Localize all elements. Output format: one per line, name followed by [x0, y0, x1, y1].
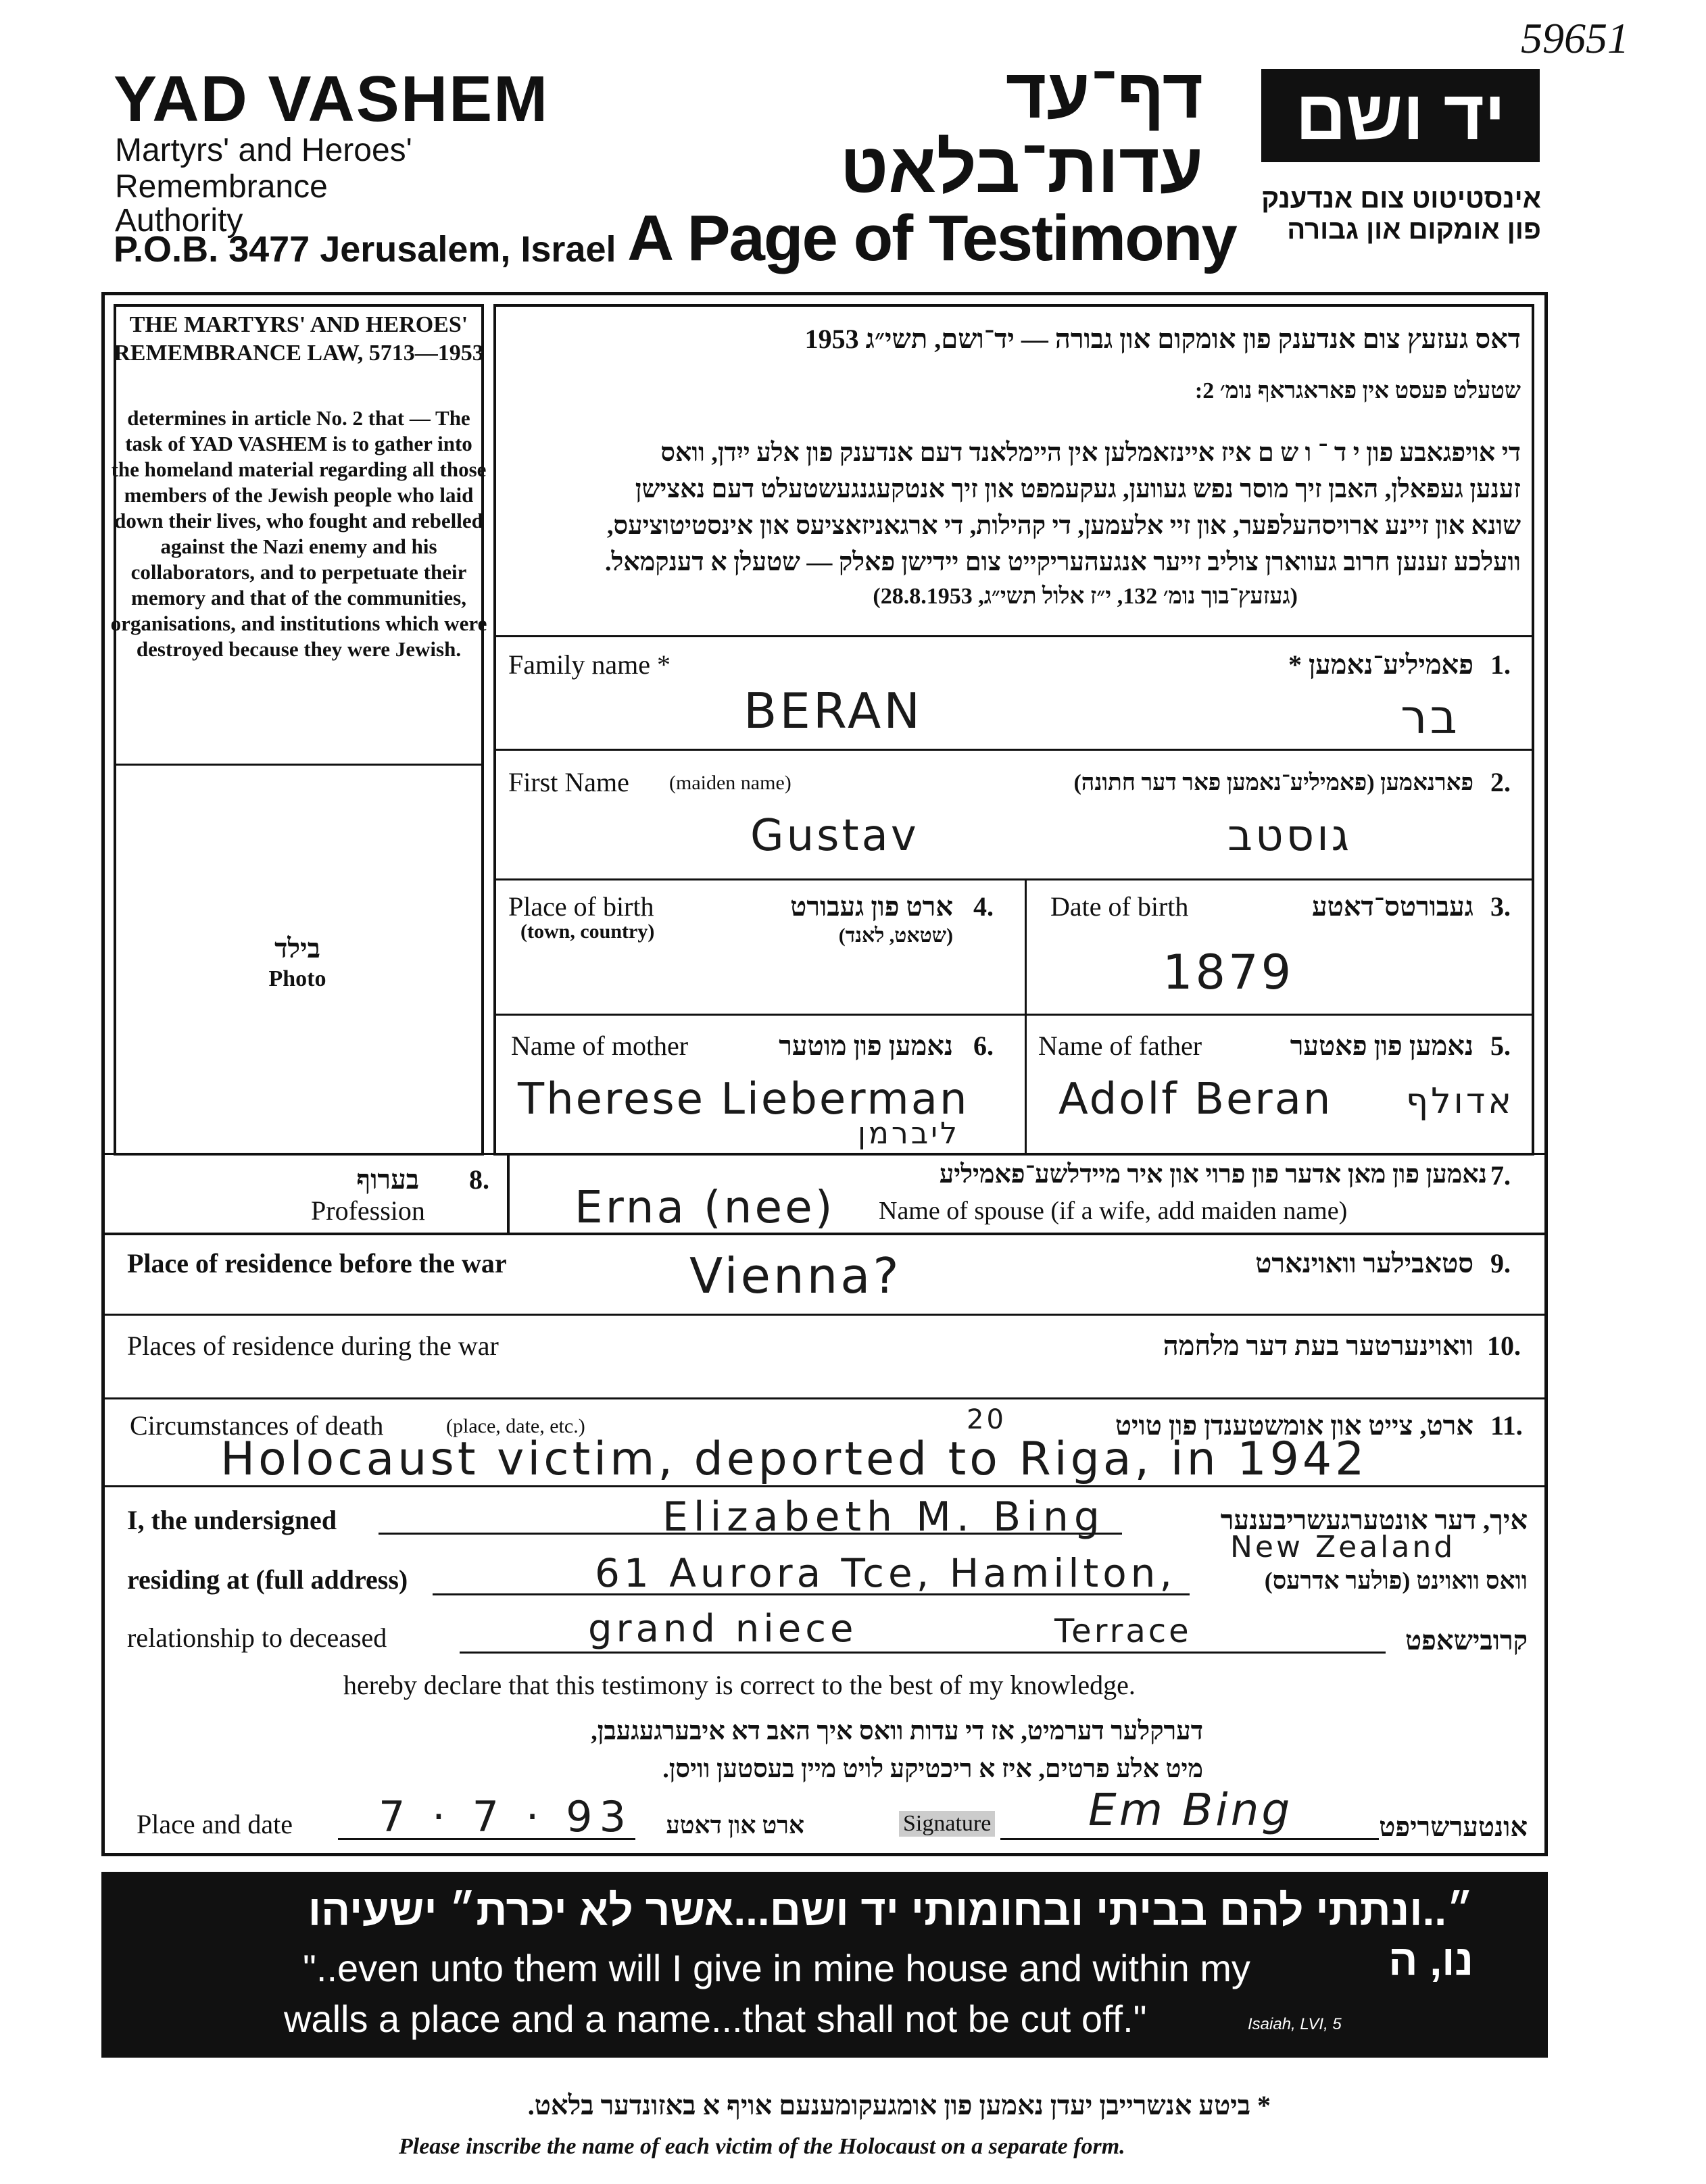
date-of-birth-label: Date of birth — [1050, 891, 1189, 922]
residence-before-label: Place of residence before the war — [127, 1248, 507, 1279]
circumstances-label: Circumstances of death — [130, 1410, 384, 1441]
signature-label-hebrew: אונטערשריפט — [1379, 1812, 1528, 1842]
spouse-label: Name of spouse (if a wife, add maiden name) — [879, 1197, 1348, 1225]
spouse-value[interactable]: Erna (nee) — [575, 1181, 835, 1233]
first-name-label: First Name — [508, 767, 629, 797]
residence-before-label-hebrew: סטאבילער וואוינארט — [1255, 1248, 1473, 1279]
declarant-name-label-hebrew: איך, דער אונטערגעשריבענער — [1220, 1505, 1528, 1535]
archive-number: 59651 — [1521, 14, 1629, 62]
place-of-birth-label-hebrew: ארט פון געבורט — [790, 891, 953, 922]
father-name-label: Name of father — [1038, 1031, 1202, 1061]
page-title: A Page of Testimony — [627, 202, 1236, 274]
relationship-extra[interactable]: Terrace — [1054, 1612, 1192, 1650]
banner-hebrew: ״..ונתתי להם בביתי ובחומותי יד ושם...אשר לא יכרת״ ישעיהו נו, ה — [308, 1886, 1473, 1985]
declaration-text: hereby declare that this testimony is correct to the best of my knowledge. — [343, 1670, 1136, 1700]
first-name-number: 2. — [1490, 767, 1511, 797]
hebrew-law-sub: שטעלט פעסט אין פאראגראף נומ׳ 2: — [1194, 378, 1521, 403]
declarant-name-label: I, the undersigned — [127, 1505, 337, 1535]
line-after-family — [493, 749, 1534, 751]
profession-number: 8. — [469, 1164, 489, 1195]
law-box-divider — [114, 764, 484, 766]
signature-value[interactable]: Em Bing — [1088, 1784, 1293, 1836]
first-name-value-hebrew[interactable]: גוסטב — [1227, 811, 1352, 861]
declarant-address-label: residing at (full address) — [127, 1564, 408, 1595]
relationship-label: relationship to deceased — [127, 1622, 387, 1653]
mother-name-value-hebrew[interactable]: ליברמן — [858, 1116, 960, 1151]
signature-line — [1000, 1838, 1379, 1840]
frame-left — [101, 292, 105, 1856]
row7-divider — [507, 1153, 510, 1234]
org-subtitle-1: Martyrs' and Heroes' — [115, 132, 412, 168]
footer-note-hebrew: * ביטע אנשרייבן יעדן נאמען פון אומגעקומענעם אויף א באזונדער בלאט. — [527, 2090, 1271, 2120]
circumstances-label-small: (place, date, etc.) — [446, 1415, 585, 1437]
relationship-value[interactable]: grand niece — [588, 1607, 858, 1651]
org-name: YAD VASHEM — [114, 63, 550, 135]
residence-before-value[interactable]: Vienna? — [689, 1247, 902, 1304]
birth-divider — [1025, 878, 1027, 1156]
fields-top — [493, 304, 1534, 307]
residence-during-number: 10. — [1487, 1331, 1521, 1361]
date-of-birth-value[interactable]: 1879 — [1163, 945, 1294, 1000]
law-box-top — [114, 304, 484, 307]
photo-label-hebrew: בילד — [274, 933, 320, 964]
date-of-birth-number: 3. — [1490, 891, 1511, 922]
profession-label: Profession — [311, 1195, 425, 1226]
family-name-value-hebrew[interactable]: בר — [1400, 689, 1460, 745]
footer-note: Please inscribe the name of each victim of the Holocaust on a separate form. — [399, 2134, 1125, 2159]
fields-right — [1532, 304, 1534, 1156]
first-name-label-small: (maiden name) — [669, 772, 791, 794]
hebrew-law-line-1: די אויפגאבע פון י ד ־ ו ש ם איז איינזאמלען אין היימלאנד דעם אנדענק פון אלע ייִדן, וואס — [660, 439, 1521, 467]
line-after-first — [493, 878, 1534, 880]
family-name-number: 1. — [1490, 649, 1511, 680]
circumstances-number: 11. — [1490, 1410, 1523, 1441]
institute-line-1: אינסטיטוט צום אנדענק — [1261, 184, 1541, 214]
family-name-label: Family name * — [508, 649, 671, 680]
line-after-birth — [493, 1014, 1534, 1016]
hebrew-title-1: דף־עד — [1005, 55, 1203, 133]
declarant-address-value[interactable]: 61 Aurora Tce, Hamilton, — [595, 1550, 1176, 1596]
place-date-value[interactable]: 7 · 7 · 93 — [379, 1792, 633, 1841]
hebrew-title-2: עדות־בלאט — [839, 129, 1203, 207]
line-after-law — [493, 635, 1534, 637]
hebrew-law-line-4: וועלכע זענען חרוב געווארן צוליב זייער אנגעהעריקייט צום יידישן פאלק — שטעלן א דענקמאל. — [605, 548, 1521, 576]
family-name-value[interactable]: BERAN — [744, 682, 923, 739]
father-name-value[interactable]: Adolf Beran — [1058, 1074, 1333, 1124]
frame-bottom — [101, 1853, 1548, 1856]
fields-left — [493, 304, 496, 1156]
mother-name-number: 6. — [973, 1031, 994, 1061]
declarant-address-label-hebrew: וואס וואוינט (פולער אדרעס) — [1264, 1567, 1528, 1594]
law-title: THE MARTYRS' AND HEROES' REMEMBRANCE LAW, 5713—1953 — [114, 312, 484, 366]
photo-label: Photo — [268, 966, 326, 991]
profession-label-hebrew: בערוף — [356, 1164, 419, 1195]
hebrew-law-line-2: זענען געפאלן, האבן זיך מוסר נפש געווען, געקעמפט און זיך אנטקעגנגעשטעלט דעם נאצישן — [635, 475, 1521, 503]
spouse-number: 7. — [1490, 1160, 1511, 1191]
frame-right — [1544, 292, 1548, 1856]
hebrew-law-title: דאס געזעץ צום אנדענק פון אומקום און גבורה — יד־ושם, תשי״ג 1953 — [804, 324, 1521, 354]
relationship-label-hebrew: קרובישאפט — [1405, 1625, 1528, 1656]
signature-label: Signature — [899, 1811, 995, 1837]
father-name-label-hebrew: נאמען פון פאטער — [1290, 1031, 1473, 1061]
place-date-label: Place and date — [137, 1809, 293, 1839]
hebrew-law-line-5: (געזעץ־בוך נומ׳ 132, י״ז אלול תשי״ג, 28.8.1953) — [873, 584, 1298, 609]
place-date-label-hebrew: ארט און דאטע — [666, 1812, 804, 1839]
row7-top — [101, 1153, 1548, 1155]
residence-during-label: Places of residence during the war — [127, 1331, 499, 1361]
place-of-birth-label-hebrew-small: (שטאט, לאנד) — [838, 924, 953, 947]
father-name-number: 5. — [1490, 1031, 1511, 1061]
declaration-hebrew-1: דערקלער דערמיט, אז די עדות וואס איך האב דא איבערגעגעבן, — [591, 1717, 1203, 1745]
declarant-address-extra[interactable]: New Zealand — [1230, 1530, 1456, 1564]
family-name-label-hebrew: פאמיליע־נאמען * — [1288, 649, 1473, 680]
declarant-name-value[interactable]: Elizabeth M. Bing — [662, 1493, 1105, 1541]
row10-bottom — [101, 1397, 1548, 1399]
declaration-hebrew-2: מיט אלע פרטים, איז א ריכטיקע לויט מיין בעסטען וויסן. — [662, 1755, 1203, 1783]
hebrew-law-line-3: שונא און זיינע ארויסהעלפער, און זיי אלעמען, די קהילות, די ארגאניזאציעס און אינסטיטוציעס, — [606, 512, 1521, 540]
first-name-label-hebrew: פארנאמען (פאמיליע־נאמען פאר דער חתונה) — [1073, 770, 1473, 795]
relationship-line — [460, 1652, 1386, 1654]
mother-name-label-hebrew: נאמען פון מוטער — [779, 1031, 953, 1061]
org-subtitle-3: Authority — [115, 203, 243, 239]
yad-vashem-logo: יד ושם — [1261, 69, 1540, 162]
law-body: determines in article No. 2 that — The task of YAD VASHEM is to gather into the homeland material regarding all those members of the Jewish people who laid down their lives, who fought and rebelled against the Nazi enemy and his collaborators, and to perpetuate their memory and that of the communities, organisations, and institutions which were destroyed because they were Jewish. — [110, 406, 487, 661]
row9-bottom — [101, 1314, 1548, 1316]
circumstances-value[interactable]: Holocaust victim, deported to Riga, in 1942 — [220, 1433, 1368, 1486]
banner-reference: Isaiah, LVI, 5 — [1248, 2015, 1342, 2033]
institute-line-2: פון אומקום און גבורה — [1287, 215, 1541, 245]
circumstances-annotation: 20 — [967, 1404, 1006, 1435]
banner-english-2: walls a place and a name...that shall not be cut off." — [284, 1997, 1147, 2040]
father-name-value-hebrew[interactable]: אדולף — [1405, 1081, 1514, 1122]
circumstances-label-hebrew: ארט, צייט און אומשטענדן פון טויט — [1115, 1410, 1473, 1441]
place-of-birth-label: Place of birth — [508, 891, 654, 922]
date-of-birth-label-hebrew: געבורטס־דאטע — [1312, 891, 1473, 922]
mother-name-value[interactable]: Therese Lieberman — [518, 1074, 969, 1124]
place-of-birth-label-small: (town, country) — [520, 920, 655, 943]
frame-top — [101, 292, 1548, 295]
place-of-birth-number: 4. — [973, 891, 994, 922]
org-subtitle-2: Remembrance — [115, 169, 328, 205]
residence-before-number: 9. — [1490, 1248, 1511, 1279]
spouse-label-hebrew: נאמען פון מאן אדער פון פרוי און איר מיידלשע־פאמיליע — [939, 1160, 1487, 1189]
residence-during-label-hebrew: וואוינערטער בעת דער מלחמה — [1163, 1331, 1473, 1361]
org-address: P.O.B. 3477 Jerusalem, Israel — [114, 229, 616, 270]
mother-name-label: Name of mother — [511, 1031, 689, 1061]
first-name-value[interactable]: Gustav — [750, 811, 919, 861]
banner-english-1: "..even unto them will I give in mine house and within my — [303, 1947, 1250, 1989]
